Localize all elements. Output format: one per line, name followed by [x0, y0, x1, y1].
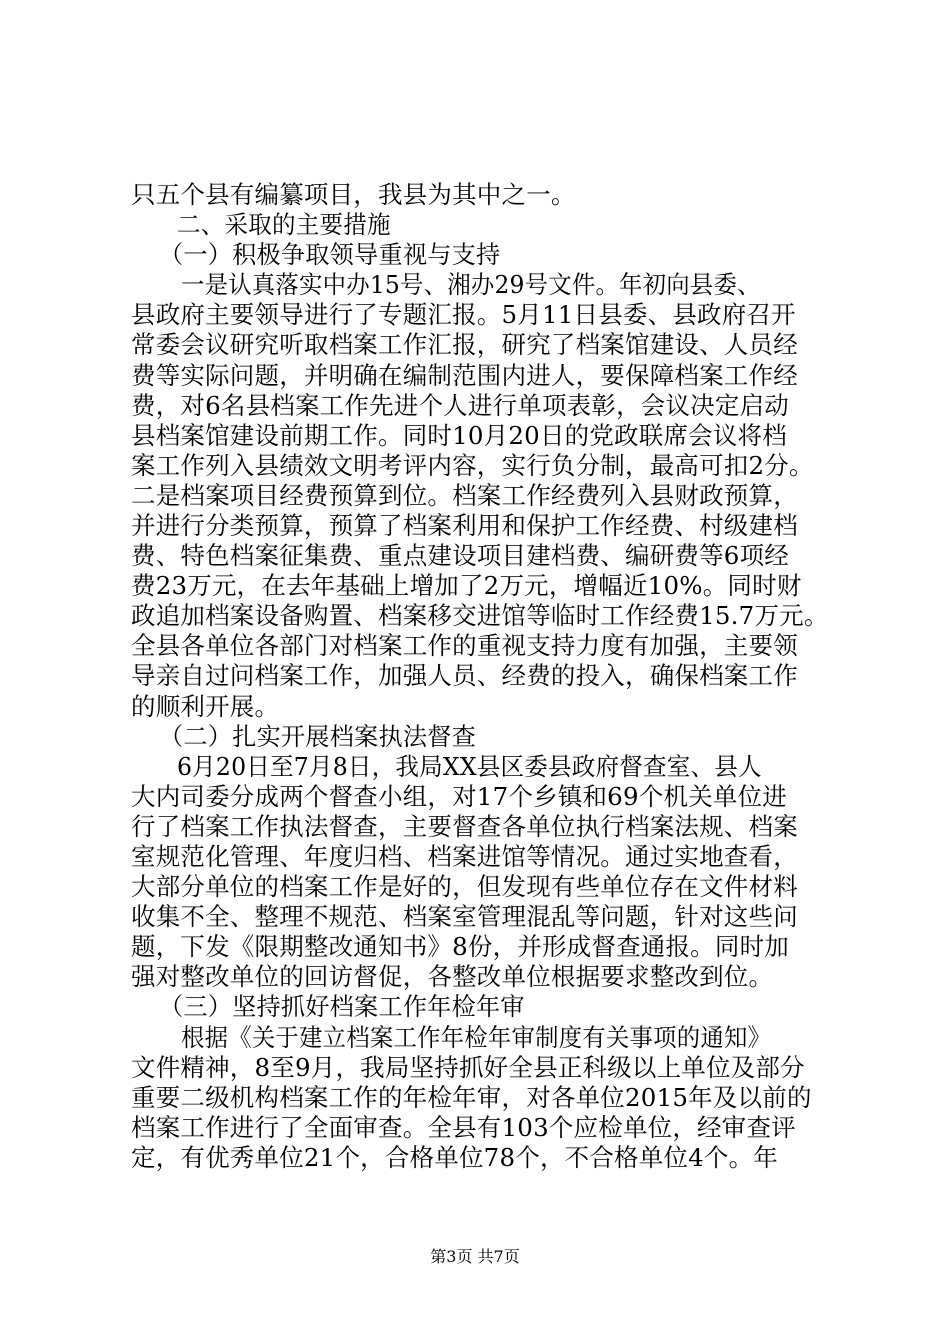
text-line: 一是认真落实中办15号、湘办29号文件。年初向县委、: [181, 270, 761, 300]
text-line: 县档案馆建设前期工作。同时10月20日的党政联席会议将档: [131, 420, 787, 450]
text-line: 费，对6名县档案工作先进个人进行单项表彰，会议决定启动: [131, 390, 789, 420]
subsection-heading: （一）积极争取领导重视与支持: [159, 240, 501, 270]
subsection-heading: （三）坚持抓好档案工作年检年审: [159, 992, 525, 1022]
text-line: 全县各单位各部门对档案工作的重视支持力度有加强，主要领: [131, 631, 798, 661]
text-line: 政追加档案设备购置、档案移交进馆等临时工作经费15.7万元。: [131, 601, 829, 631]
text-line: 强对整改单位的回访督促，各整改单位根据要求整改到位。: [131, 962, 774, 992]
subsection-heading: （二）扎实开展档案执法督查: [159, 721, 476, 751]
text-line: 费23万元，在去年基础上增加了2万元，增幅近10%。同时财: [131, 571, 802, 601]
text-line: 重要二级机构档案工作的年检年审，对各单位2015年及以前的: [131, 1082, 812, 1112]
text-line: 费、特色档案征集费、重点建设项目建档费、编研费等6项经: [131, 541, 789, 571]
text-line: 并进行分类预算，预算了档案利用和保护工作经费、村级建档: [131, 510, 798, 540]
section-heading: 二、采取的主要措施: [177, 210, 391, 240]
text-line: 大内司委分成两个督查小组，对17个乡镇和69个机关单位进: [131, 781, 787, 811]
text-line: 题，下发《限期整改通知书》8份，并形成督查通报。同时加: [131, 932, 789, 962]
text-line: 6月20日至7月8日，我局XX县区委县政府督查室、县人: [177, 751, 762, 781]
text-line: 只五个县有编纂项目，我县为其中之一。: [131, 180, 576, 209]
text-line: 文件精神，8至9月，我局坚持抓好全县正科级以上单位及部分: [131, 1052, 805, 1082]
text-line: 常委会议研究听取档案工作汇报，研究了档案馆建设、人员经: [131, 330, 798, 360]
text-line: 费等实际问题，并明确在编制范围内进人，要保障档案工作经: [131, 360, 798, 390]
text-line: 的顺利开展。: [131, 691, 280, 721]
text-line: 大部分单位的档案工作是好的，但发现有些单位存在文件材料: [131, 872, 798, 902]
text-line: 县政府主要领导进行了专题汇报。5月11日县委、县政府召开: [131, 300, 796, 330]
text-line: 档案工作进行了全面审查。全县有103个应检单位，经审查评: [131, 1112, 796, 1142]
text-line: 根据《关于建立档案工作年检年审制度有关事项的通知》: [181, 1022, 772, 1052]
text-line: 行了档案工作执法督查，主要督查各单位执行档案法规、档案: [131, 811, 798, 841]
page-number-footer: 第3页 共7页: [430, 1247, 520, 1266]
text-line: 收集不全、整理不规范、档案室管理混乱等问题，针对这些问: [131, 902, 798, 932]
text-line: 案工作列入县绩效文明考评内容，实行负分制，最高可扣2分。: [131, 450, 814, 480]
text-line: 二是档案项目经费预算到位。档案工作经费列入县财政预算，: [131, 480, 798, 510]
text-line: 定，有优秀单位21个，合格单位78个，不合格单位4个。年: [131, 1142, 779, 1172]
text-line: 导亲自过问档案工作，加强人员、经费的投入，确保档案工作: [131, 661, 798, 691]
text-line: 室规范化管理、年度归档、档案进馆等情况。通过实地查看，: [131, 841, 798, 871]
